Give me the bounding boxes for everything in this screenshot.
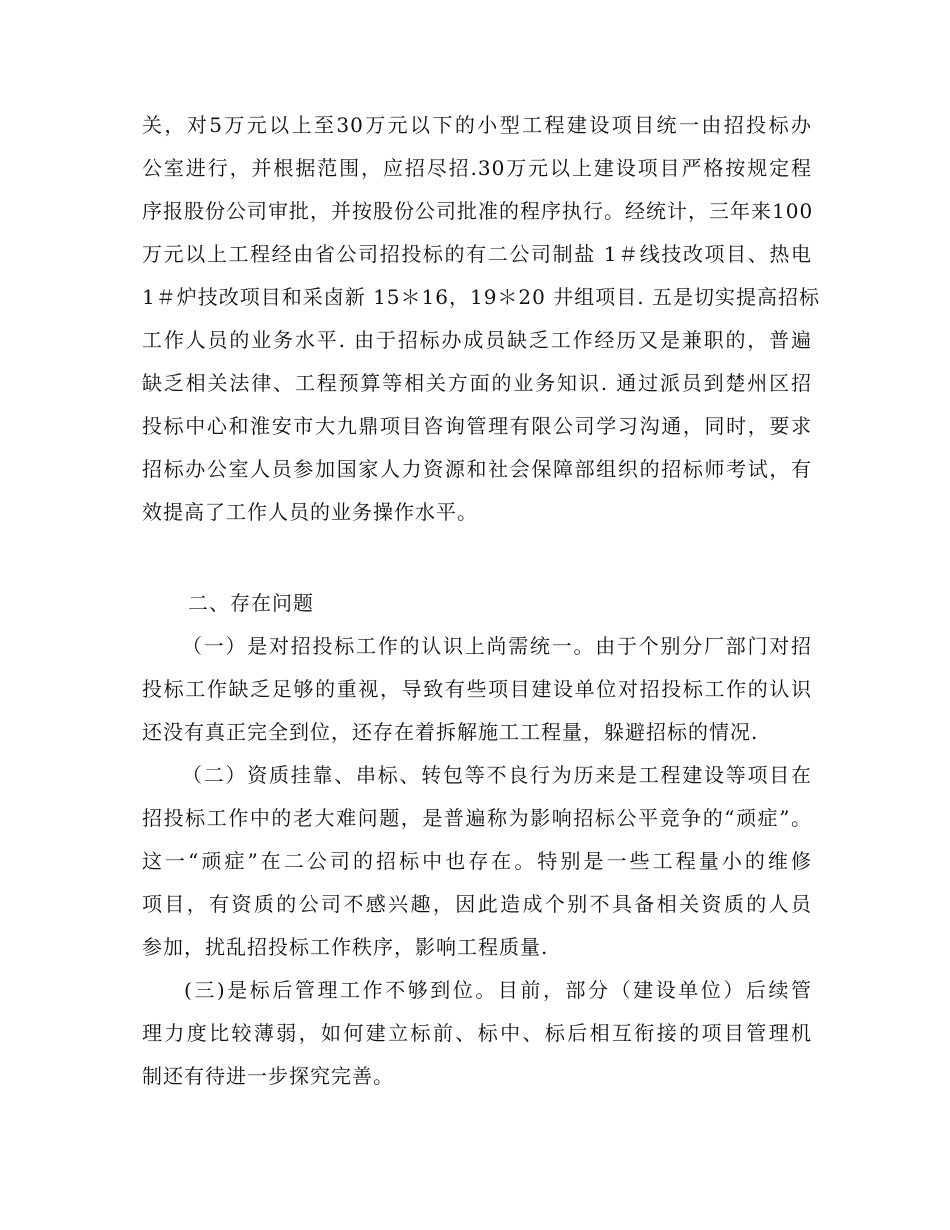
text-line: 万元以上工程经由省公司招投标的有二公司制盐 1＃线技改项目、热电 xyxy=(142,242,812,266)
text-line: （一）是对招投标工作的认识上尚需统一。由于个别分厂部门对招 xyxy=(182,634,812,658)
paragraph-problem-1 xyxy=(142,625,812,754)
text-line: 关，对5万元以上至30万元以下的小型工程建设项目统一由招投标办 xyxy=(142,113,812,137)
text-line: 参加，扰乱招投标工作秩序，影响工程质量. xyxy=(142,935,549,959)
text-line: 工作人员的业务水平. 由于招标办成员缺乏工作经历又是兼职的，普遍 xyxy=(142,328,812,352)
paragraph-problem-2 xyxy=(142,754,812,969)
text-line: 制还有待进一步探究完善。 xyxy=(142,1064,394,1088)
section-heading: 二、存在问题 xyxy=(188,591,314,615)
text-line: 效提高了工作人员的业务操作水平。 xyxy=(142,500,478,524)
text-line: 招投标工作中的老大难问题，是普遍称为影响招标公平竞争的“顽症”。 xyxy=(142,806,812,830)
text-line: 公室进行，并根据范围，应招尽招.30万元以上建设项目严格按规定程 xyxy=(142,156,812,180)
section-heading-problems xyxy=(142,582,812,625)
paragraph-problem-3 xyxy=(142,969,812,1098)
text-line: 理力度比较薄弱，如何建立标前、标中、标后相互衔接的项目管理机 xyxy=(142,1021,812,1045)
text-line: 还没有真正完全到位，还存在着拆解施工工程量，躲避招标的情况. xyxy=(142,720,759,744)
text-line: 项目，有资质的公司不感兴趣，因此造成个别不具备相关资质的人员 xyxy=(142,892,812,916)
text-line: 1＃炉技改项目和采卤新 15＊16，19＊20 井组项目. 五是切实提高招标 xyxy=(142,285,820,309)
text-line: 缺乏相关法律、工程预算等相关方面的业务知识. 通过派员到楚州区招 xyxy=(142,371,812,395)
text-line: (三)是标后管理工作不够到位。目前，部分（建设单位）后续管 xyxy=(184,978,812,1002)
text-line: 投标中心和淮安市大九鼎项目咨询管理有限公司学习沟通，同时，要求 xyxy=(142,414,812,438)
text-line: 序报股份公司审批，并按股份公司批准的程序执行。经统计，三年来100 xyxy=(142,199,814,223)
text-line: （二）资质挂靠、串标、转包等不良行为历来是工程建设等项目在 xyxy=(182,763,812,787)
paragraph-bidding-summary xyxy=(142,104,820,534)
text-line: 投标工作缺乏足够的重视，导致有些项目建设单位对招投标工作的认识 xyxy=(142,677,812,701)
text-line: 招标办公室人员参加国家人力资源和社会保障部组织的招标师考试，有 xyxy=(142,457,812,481)
text-line: 这一“顽症”在二公司的招标中也存在。特别是一些工程量小的维修 xyxy=(142,849,812,873)
